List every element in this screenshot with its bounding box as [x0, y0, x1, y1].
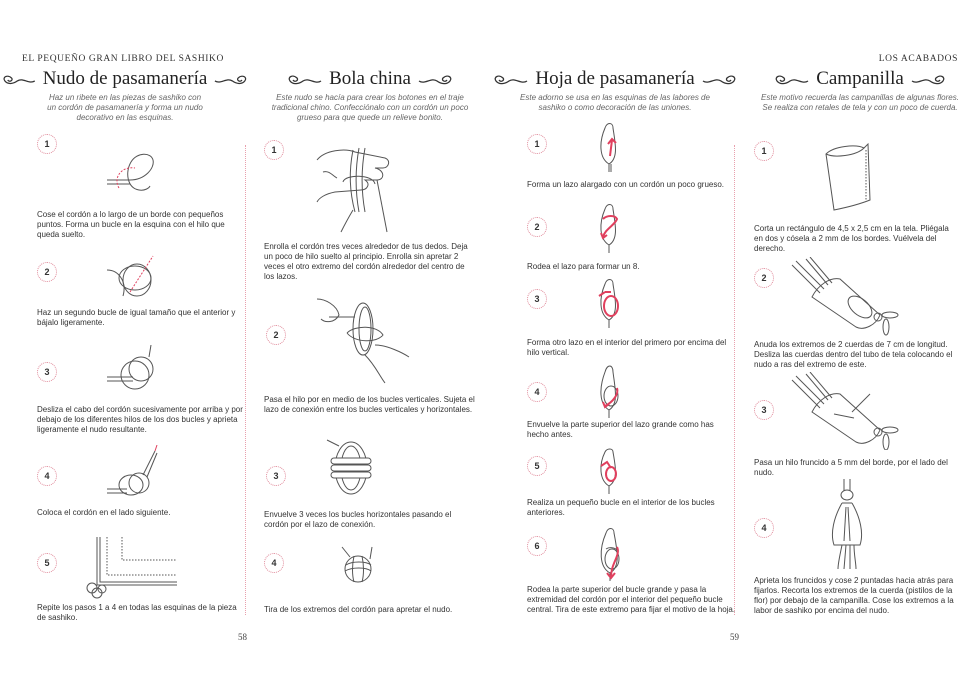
section-title-row [490, 68, 740, 90]
step-caption: Tira de los extremos del cordón para apretar el nudo. [264, 605, 453, 614]
step-caption: Enrolla el cordón tres veces alrededor de tus dedos. Deja un poco de hilo suelto al principio. Enrolla sin apretar 2 veces el otro extremo del cordón alrededor del centro de los lazos. [264, 242, 468, 281]
step-caption: Repite los pasos 1 a 4 en todas las esquinas de la pieza de sashiko. [37, 603, 237, 622]
step-caption: Anuda los extremos de 2 cuerdas de 7 cm de longitud. Desliza las cuerdas dentro del tubo de tela colocando el nudo a ras del extremo de este. [754, 340, 953, 369]
bellflower-icon [828, 477, 868, 572]
step-number-badge: 5 [527, 456, 547, 476]
step-caption: Forma un lazo alargado con un cordón un poco grueso. [527, 180, 725, 189]
step-number-badge: 4 [754, 518, 774, 538]
section-intro: Este adorno se usa en las esquinas de las labores de sashiko o como decoración de las uniones. [520, 93, 710, 112]
running-head-right: LOS ACABADOS [878, 54, 958, 64]
step-number-badge: 2 [527, 217, 547, 237]
long-loop-icon [597, 122, 623, 174]
right-flourish-icon [701, 71, 739, 87]
step-number-badge: 4 [264, 553, 284, 573]
right-flourish-icon [417, 71, 455, 87]
fabric-tube-icon [820, 140, 875, 215]
wrapped-loops-icon [325, 438, 375, 498]
right-flourish-icon [910, 71, 948, 87]
section-intro: Haz un ribete en las piezas de sashiko con un cordón de pasamanería y forma un nudo decorativo en las esquinas. [47, 93, 203, 122]
step-number-badge: 3 [527, 289, 547, 309]
section-bola-china [250, 68, 490, 123]
corner-border-icon [82, 535, 182, 600]
step-number-badge: 4 [37, 466, 57, 486]
step-number-badge: 1 [754, 141, 774, 161]
section-intro: Este nudo se hacía para crear los botones en el traje tradicional chino. Confecciónalo con un cordón un poco grueso para que quede un relieve bonito. [271, 93, 469, 122]
gather-stitch-icon [790, 372, 900, 450]
step-caption: Realiza un pequeño bucle en el interior de los bucles anteriores. [527, 498, 715, 517]
column-divider [734, 145, 735, 615]
step-caption: Rodea el lazo para formar un 8. [527, 262, 640, 271]
step-number-badge: 3 [266, 466, 286, 486]
right-flourish-icon [213, 71, 250, 87]
single-loop-icon [105, 150, 160, 195]
section-title: Campanilla [816, 68, 904, 89]
step-number-badge: 3 [754, 400, 774, 420]
step-number-badge: 1 [37, 134, 57, 154]
running-head-left: EL PEQUEÑO GRAN LIBRO DEL SASHIKO [22, 54, 224, 64]
step-number-badge: 2 [37, 262, 57, 282]
step-number-badge: 2 [754, 268, 774, 288]
section-intro: Este motivo recuerda las campanillas de algunas flores. Se realiza con retales de tela y con un poco de cuerda. [761, 93, 959, 112]
small-loop-icon [597, 448, 625, 496]
section-title-row [250, 68, 490, 90]
knot-ball-icon [340, 545, 380, 585]
knot-turn-icon [105, 445, 160, 500]
section-title-row [0, 68, 250, 90]
double-loop-icon [105, 252, 160, 302]
step-number-badge: 5 [37, 553, 57, 573]
leaf-knot-icon [597, 527, 627, 583]
step-caption: Cose el cordón a lo largo de un borde con pequeños puntos. Forma un bucle en la esquina con el hilo que queda suelto. [37, 210, 225, 239]
left-flourish-icon [772, 71, 810, 87]
step-caption: Envuelve la parte superior del lazo grande como has hecho antes. [527, 420, 714, 439]
step-caption: Pasa un hilo fruncido a 5 mm del borde, por el lado del nudo. [754, 458, 948, 477]
wrap-top-icon [597, 362, 625, 420]
hand-thread-icon [315, 295, 410, 385]
step-caption: Haz un segundo bucle de igual tamaño que el anterior y bájalo ligeramente. [37, 308, 236, 327]
step-number-badge: 6 [527, 536, 547, 556]
step-caption: Coloca el cordón en el lado siguiente. [37, 508, 171, 517]
step-number-badge: 3 [37, 362, 57, 382]
section-title: Bola china [329, 68, 411, 89]
step-number-badge: 4 [527, 382, 547, 402]
step-number-badge: 2 [266, 325, 286, 345]
left-flourish-icon [285, 71, 323, 87]
section-title: Nudo de pasamanería [42, 68, 208, 89]
step-caption: Rodea la parte superior del bucle grande y pasa la extremidad del cordón por el interior del pequeño bucle central. Tira de este extremo para fijar el motivo de la hoja. [527, 585, 736, 614]
section-title: Hoja de pasamanería [535, 68, 695, 89]
inner-loop-icon [597, 278, 625, 330]
step-number-badge: 1 [264, 140, 284, 160]
step-caption: Aprieta los fruncidos y cose 2 puntadas hacia atrás para fijarlos. Recorta los extremos de la cuerda (pistilos de la flor) por debajo de la campanilla. Cose los extremos a la labor de sashiko por encima del nudo. [754, 576, 954, 615]
left-flourish-icon [0, 71, 37, 87]
woven-knot-icon [105, 345, 160, 395]
page-number-left: 58 [238, 632, 247, 642]
step-caption: Desliza el cabo del cordón sucesivamente por arriba y por debajo de los diferentes hilos de los dos bucles y aprieta ligeramente el nudo resultante. [37, 405, 243, 434]
section-title-row [740, 68, 980, 90]
tube-cords-icon [790, 257, 900, 337]
section-campanilla [740, 68, 980, 113]
section-hoja-pasamaneria [490, 68, 740, 113]
page-number-right: 59 [730, 632, 739, 642]
step-caption: Pasa el hilo por en medio de los bucles verticales. Sujeta el lazo de conexión entre los bucles verticales y horizontales. [264, 395, 475, 414]
step-caption: Envuelve 3 veces los bucles horizontales pasando el cordón por el lazo de conexión. [264, 510, 452, 529]
figure-eight-icon [597, 203, 623, 255]
step-caption: Corta un rectángulo de 4,5 x 2,5 cm en la tela. Pliégala en dos y cósela a 2 mm de los bordes. Vuélvela del derecho. [754, 224, 949, 253]
left-flourish-icon [491, 71, 529, 87]
section-nudo-pasamaneria [0, 68, 250, 123]
step-number-badge: 1 [527, 134, 547, 154]
step-caption: Forma otro lazo en el interior del primero por encima del hilo vertical. [527, 338, 727, 357]
hand-wrap-icon [315, 140, 395, 235]
